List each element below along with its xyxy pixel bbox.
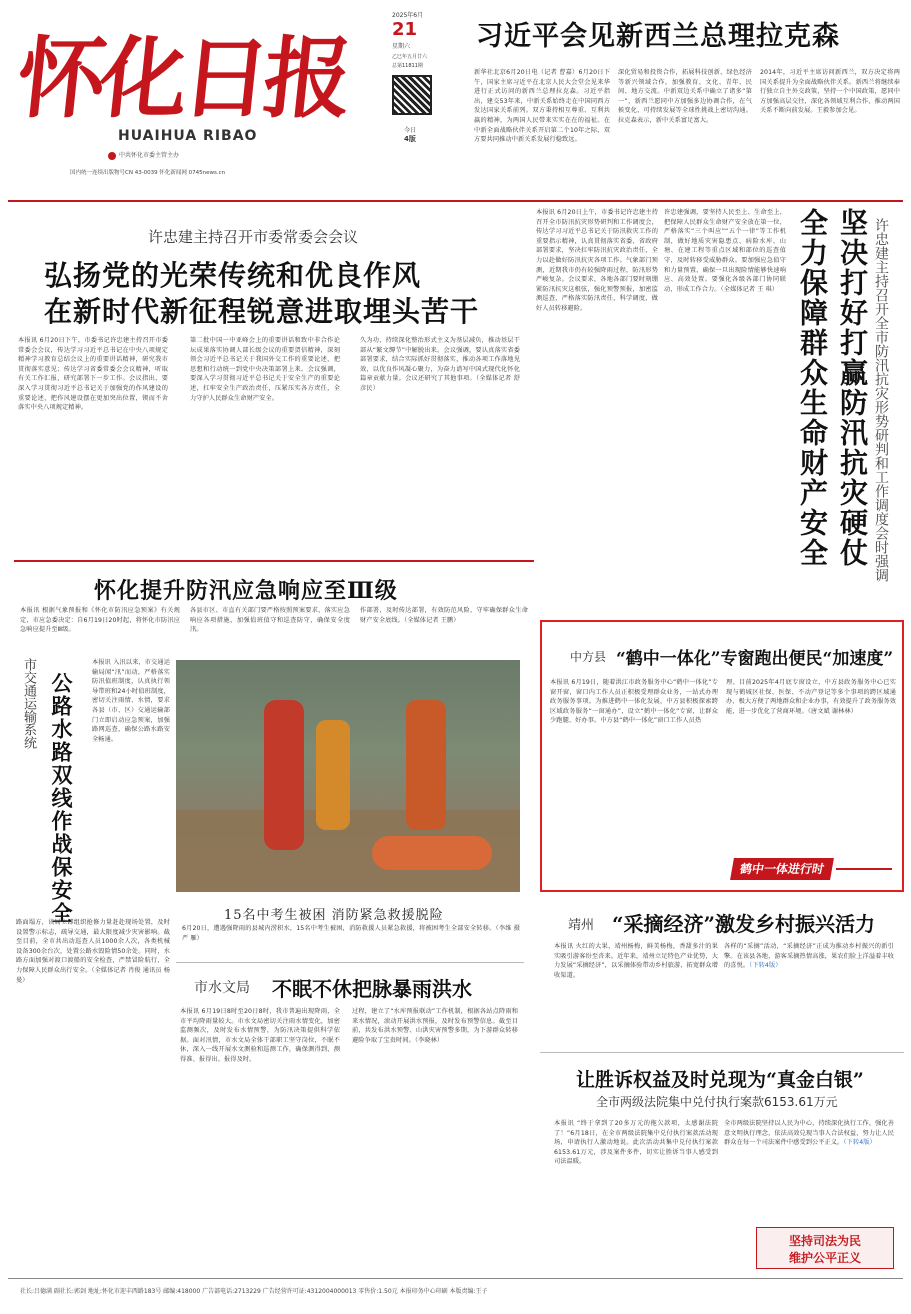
- picking-col-2: 各样的“采摘”活动，“采摘经济”正成为推动乡村振兴的新引擎。在该县各地，游客采摘热情高涨，果农们脸上洋溢着丰收的喜悦。（下转4版）: [724, 943, 894, 970]
- photo-caption-text: 6月20日，遭遇强降雨的县城内涝积水，15名中考生被困，消防救援人员紧急救援，将被困考生全部安全转移。（李维 摄 严 雁）: [182, 925, 520, 942]
- traffic-title: 公路水路双线作战保安全: [49, 672, 74, 925]
- lead-headline: 习近平会见新西兰总理拉克森: [476, 21, 840, 52]
- water-article: [176, 962, 524, 1263]
- date-day: 21: [392, 19, 418, 40]
- court-article: [540, 1052, 904, 1269]
- footer-divider: [8, 1278, 903, 1279]
- court-badge: 坚持司法为民 维护公平正义: [756, 1227, 894, 1269]
- crane-article: [540, 620, 904, 892]
- date-box: [392, 10, 462, 190]
- date-year-month: 2025年6月: [392, 12, 424, 19]
- newspaper-logo: 怀化日报: [12, 26, 352, 130]
- crane-badge: 鹤中一体进行时: [732, 858, 892, 880]
- date-lunar: 乙巳年五月廿六: [392, 54, 428, 60]
- meeting-col-3: 久为功，持续深化整治形式主义为基层减负，推动基层干部从“繁文缛节”中解脱出来。会议强调，要认真落实省委部署要求，结合实际抓好贯彻落实，推动各项工作落地见效，以优良作风凝心聚力，为奋力谱写中国式现代化怀化篇章贡献力量。会议还研究了其他事项。（全媒体记者 舒彦民）: [360, 337, 520, 392]
- traffic-article: [14, 652, 172, 1262]
- court-col-1: 本报讯 “终于拿到了20多万元的拖欠款项，太感谢法院了！”6月18日，在全市两级法院集中兑付执行案款活动现场，申请执行人激动地说。此次活动共集中兑付执行案款6153.61万元，涉及案件多件，切实让胜诉当事人感受到司法温暖。: [554, 1120, 718, 1166]
- water-col-1: 本报讯 6月19日8时至20日8时，我市普遍出现降雨，全市平均降雨量较大。市水文局密切关注雨水情变化，加密监测频次，及时发布水情预警，为防汛决策提供科学依据。面对汛情，市水文局全体干部职工坚守岗位，不眠不休，深入一线开展水文测验和巡测工作，确保测得到、测得准、报得出、报得及时。: [180, 1008, 340, 1063]
- water-title: 不眠不休把脉暴雨洪水: [272, 977, 472, 1001]
- meeting-col-1: 本报讯 6月20日下午，市委书记许忠建主持召开市委常委会会议，传达学习习近平总书记在中央八项规定精神学习教育总结会议上的重要讲话精神，研究我市贯彻落实意见；传达学习省委常委会会议精神，听取有关工作汇报，研究部署下一步工作。会议指出，要深入学习贯彻习近平总书记关于加强党的作风建设的重要论述，把作风建设摆在更加突出位置，锲而不舍落实中央八项规定精神。: [18, 337, 168, 412]
- lead-col-1: 新华社北京6月20日电（记者 曹嘉）6月20日下午，国家主席习近平在北京人民大会堂会见来华进行正式访问的新西兰总理拉克森。习近平指出，建交53年来，中新关系始终走在中国同西方发达国家关系前列。双方秉持相互尊重、互利共赢的精神，为两国人民带来实实在在的福祉。在中新全面战略伙伴关系开启第二个10年之际，双方要共同推动中新关系发展行稳致远。: [474, 69, 610, 144]
- flood-article: [536, 208, 904, 618]
- photo-rescuer-1: [264, 700, 304, 850]
- water-kicker: 市水文局: [194, 980, 250, 996]
- crane-kicker: 中方县: [570, 650, 607, 664]
- logo-pinyin: HUAIHUA RIBAO: [118, 128, 258, 144]
- masthead: [0, 0, 911, 200]
- traffic-kicker: 市交通运输系统: [21, 658, 36, 749]
- court-subtitle: 全市两级法院集中兑付执行案款6153.61万元: [596, 1095, 838, 1109]
- response-col-3: 作部署，及时传达部署，有效防范风险，守牢确保群众生命财产安全底线。（全媒体记者 王鹏）: [360, 607, 528, 624]
- page-count: 4版: [404, 135, 416, 143]
- meeting-article: [8, 208, 528, 548]
- court-col-2: 全市两级法院坚持以人民为中心，持续深化执行工作，强化善意文明执行理念，依法高效兑现当事人合法权益，努力让人民群众在每一个司法案件中感受到公平正义。（下转4版）: [724, 1120, 894, 1147]
- picking-col-1: 本报讯 火红的大果，靖州杨梅，鲜美杨梅，香甜多汁的果实吸引游客纷至沓来。近年来，靖州立足特色产业优势，大力发展“采摘经济”，以采摘体验带动乡村旅游，拓宽群众增收渠道。: [554, 943, 718, 979]
- footer-imprint: 社长:吕德满 副社长:郭剑 地址:怀化市迎丰西路183号 邮编:418000 广告部电话:2713229 广告经营许可证:4312004000013 零售价:1.50元 本报印务中心印刷 本版责编:王子: [20, 1288, 488, 1295]
- court-title: 让胜诉权益及时兑现为“真金白银”: [576, 1069, 864, 1091]
- picking-article: [540, 898, 904, 1048]
- picking-kicker: 靖州: [568, 918, 595, 933]
- sponsor-line: 中共怀化市委主管主办: [108, 150, 179, 160]
- cn-line: 国内统一连续出版物号CN 43-0039 怀化新闻网 0745news.cn: [70, 170, 226, 176]
- lead-col-3: 2014年，习近平主席访问新西兰，双方决定将两国关系提升为全面战略伙伴关系。新西兰将继续奉行独立自主外交政策，坚持一个中国政策，愿同中方加强高层交往，深化各领域互利合作，推动两国关系不断向前发展。王毅参加会见。: [760, 69, 900, 115]
- meeting-title-line1: 弘扬党的光荣传统和优良作风: [44, 259, 422, 292]
- flood-col-2: 许忠建强调，要坚持人民至上、生命至上，把保障人民群众生命财产安全放在第一位，严格落实“三个叫应”“五个一律”等工作机制，做好地质灾害隐患点、病险水库、山塘、在建工程等重点区域和部位的巡查值守，及时转移受威胁群众。要加强应急值守和力量预置，确保一旦出现险情能够快速响应、高效处置。要强化各级各部门协同联动，形成工作合力。（全媒体记者 王 琪）: [664, 209, 786, 293]
- picking-more-link[interactable]: （下转4版）: [749, 962, 782, 970]
- date-weekday: 星期六: [392, 43, 411, 50]
- meeting-col-2: 第二批中国一中亚峰会上的重要讲话和致中非合作论坛成果落实协调人部长级会议的重要贺信精神，深刻领会习近平总书记关于我国外交工作的重要论述，把思想和行动统一到党中央决策部署上来。会议强调，要深入学习贯彻习近平总书记关于安全生产的重要论述，扛牢安全生产政治责任，压紧压实各方责任，全力守护人民群众生命财产安全。: [190, 337, 340, 402]
- rescue-photo[interactable]: [176, 660, 520, 892]
- crane-col-2: 理、目前2025年4月底专窗设立，中方县政务服务中心已实现与鹤城区社保、医保、不动产登记等多个事项的跨区域通办，极大方便了两地群众和企业办事，有效提升了政务服务效能，进一步优化了营商环境。（唐文斌 谢林林）: [726, 679, 896, 715]
- flood-title: 坚决打好打赢防汛抗灾硬仗 全力保障群众生命财产安全: [796, 208, 869, 568]
- flood-kicker: 许忠建主持召开全市防汛抗灾形势研判和工作调度会时强调: [873, 218, 889, 582]
- traffic-col-2: 路面塌方，该局立即组织抢修力量赶赴现场处置，及时设置警示标志，疏导交通，最大限度减少灾害影响。截至目前，全市共出动巡查人员1000余人次，各类机械设备300余台次，处置公路水毁险情50余处。同时，水路方面加强对渡口渡船的安全检查，严禁冒险航行，全力保障人民群众出行安全。（全媒体记者 肖俊 通讯员 杨曼）: [16, 919, 170, 984]
- response-col-1: 本报讯 根据气象预报和《怀化市防汛应急预案》有关规定，市应急委决定：自6月19日20时起，将怀化市防汛应急响应提升至Ⅲ级。: [20, 607, 180, 634]
- crane-title: “鹤中一体化”专窗跑出便民“加速度”: [616, 649, 894, 669]
- photo-boat: [372, 836, 492, 870]
- meeting-kicker: 许忠建主持召开市委常委会会议: [148, 228, 359, 246]
- photo-caption-title: 15名中考生被困 消防紧急救援脱险: [224, 908, 444, 923]
- flood-col-1: 本报讯 6月20日上午，市委书记许忠建主持召开全市防汛抗灾形势研判和工作调度会，传达学习习近平总书记关于防汛救灾工作的重要指示精神，认真贯彻落实省委、省政府部署要求，坚决扛牢防汛抗灾政治责任，全力以赴做好防汛抗灾各项工作。气象部门预测，近期我市仍有较强降雨过程，防汛形势严峻复杂。会议要求，各地各部门要时刻绷紧防汛抗灾这根弦，强化预警预报，加密监测巡查，严格落实防汛责任，科学调度，做好人员转移避险。: [536, 209, 658, 312]
- photo-rescuer-2: [316, 720, 350, 830]
- divider: [8, 200, 903, 202]
- water-col-2: 过程，建立了“水库预报联动”工作机制，根据各站点降雨和来水情况，滚动开展洪水预报，及时发布预警信息。截至目前，共发布洪水预警、山洪灾害预警多期，为下游群众转移避险争取了宝贵时间。（李晓林）: [352, 1008, 518, 1044]
- traffic-col-1: 本报讯 入汛以来，市交通运输局闻“汛”而动，严格落实防汛值班制度，认真执行领导带班和24小时值班制度，密切关注雨情、水情，要求各县（市、区）交通运输部门立即启动应急预案，加强路网巡查，确保公路水路安全畅通。: [92, 659, 170, 743]
- court-more-link[interactable]: （下转4版）: [843, 1139, 876, 1147]
- photo-rescuer-3: [406, 700, 446, 830]
- party-emblem-icon: [108, 152, 116, 160]
- picking-title: “采摘经济”激发乡村振兴活力: [612, 912, 876, 936]
- response-title: 怀化提升防汛应急响应至Ⅲ级: [94, 578, 398, 604]
- response-article: [14, 560, 534, 654]
- today-label: 今日: [404, 127, 417, 134]
- crane-col-1: 本报讯 6月19日，随着洪江市政务服务中心“鹤中一体化”专窗开窗，窗口内工作人员正积极受理群众业务，一站式办理政务服务事项。为推进鹤中一体化发展，中方县积极探索跨区域政务服务“一窗通办”，设立“鹤中一体化”专窗，让群众少跑腿、好办事。中方县“鹤中一体化”窗口工作人员热: [550, 679, 718, 725]
- response-col-2: 各县市区、市直有关部门要严格按照预案要求，落实应急响应各项措施，加强值班值守和巡查防守，确保安全度汛。: [190, 607, 350, 634]
- lead-col-2: 深化贸易和投资合作，拓展科技创新、绿色经济等新兴领域合作，加强教育、文化、青年、民间、地方交流。中新双边关系中确立了诸多“第一”，新西兰愿同中方加强多边协调合作，在气候变化、可持续发展等全球性挑战上密切沟通。拉克森表示，新中关系富足富大。: [618, 69, 752, 124]
- qr-code[interactable]: [392, 75, 432, 115]
- issue-number: 总第11811期: [392, 63, 423, 69]
- meeting-title-line2: 在新时代新征程锐意进取埋头苦干: [44, 295, 480, 328]
